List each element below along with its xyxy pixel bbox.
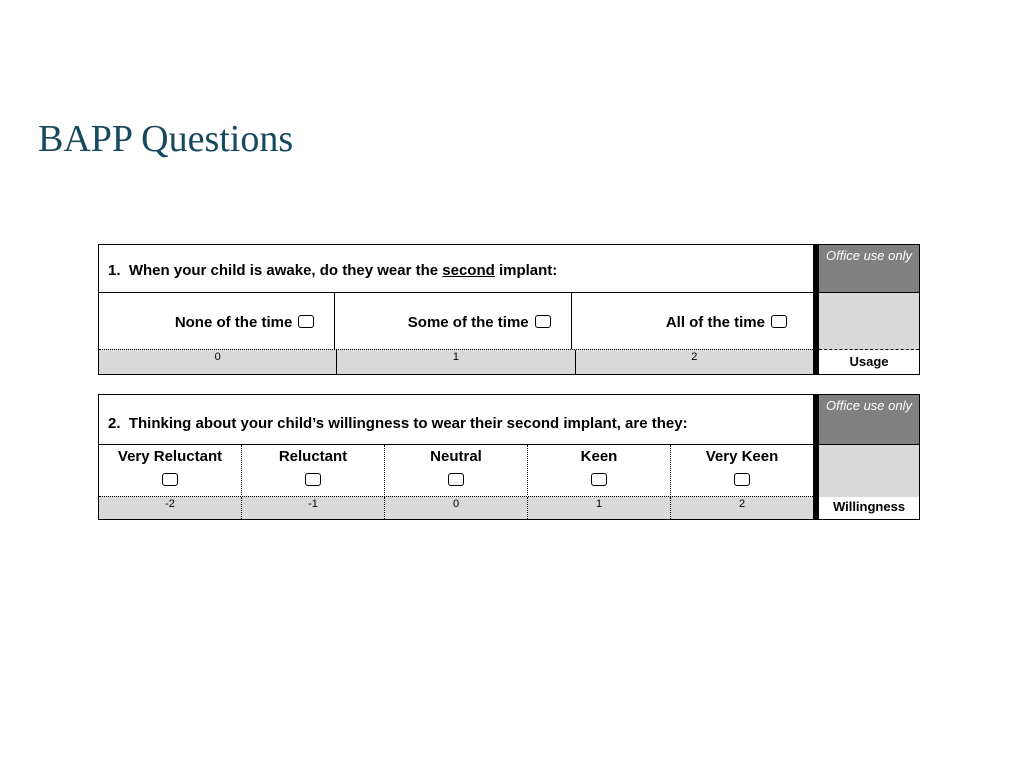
slide-title: BAPP Questions (38, 118, 294, 160)
checkbox-reluctant[interactable] (305, 473, 321, 486)
question-1-main (99, 245, 813, 374)
option-label: Neutral (430, 448, 482, 465)
question-2-main (99, 395, 813, 519)
question-2-text (99, 395, 813, 445)
question-1-office-column (813, 245, 919, 374)
score-value: 2 (738, 498, 746, 510)
option-label: Reluctant (278, 448, 348, 465)
question-1-text-underlined: second (442, 262, 495, 279)
option-neutral (385, 445, 528, 497)
checkbox-very-reluctant[interactable] (162, 473, 178, 486)
question-1-text-after: implant: (494, 262, 558, 279)
checkbox-none-of-the-time[interactable] (298, 315, 314, 328)
question-2-options (99, 445, 813, 497)
question-1-text (99, 245, 813, 293)
score-value: -1 (242, 497, 385, 519)
option-label: None of the time (174, 314, 293, 331)
score-value: 1 (528, 497, 671, 519)
office-use-label: Office use only (819, 395, 919, 445)
checkbox-some-of-the-time[interactable] (535, 315, 551, 328)
question-1-options (99, 293, 813, 349)
checkbox-very-keen[interactable] (734, 473, 750, 486)
option-label: Very Keen (705, 448, 779, 465)
score-value: 0 (99, 350, 337, 374)
question-2-number: 2. (108, 415, 121, 432)
option-label: All of the time (665, 314, 765, 331)
office-use-box (819, 445, 919, 498)
score-value: 2 (691, 351, 698, 363)
option-label: Some of the time (407, 314, 529, 331)
score-value: 1 (337, 350, 575, 374)
option-reluctant (242, 445, 385, 497)
office-code-willingness: Willingness (819, 497, 919, 519)
question-1-number: 1. (108, 262, 121, 279)
question-2-prompt: Thinking about your child’s willingness to wear their second implant, are they: (128, 415, 688, 432)
score-value: 0 (385, 497, 528, 519)
score-value: -2 (99, 497, 242, 519)
option-label: Very Reluctant (117, 448, 223, 465)
option-keen (528, 445, 671, 497)
office-use-box (819, 293, 919, 350)
option-all-of-the-time (572, 293, 813, 349)
question-1-text-before: When your child is awake, do they wear the (128, 262, 443, 279)
question-2-office-column (813, 395, 919, 519)
office-use-label: Office use only (819, 245, 919, 293)
option-very-reluctant (99, 445, 242, 497)
question-2-scores (99, 496, 813, 519)
checkbox-all-of-the-time[interactable] (771, 315, 787, 328)
checkbox-keen[interactable] (591, 473, 607, 486)
option-none-of-the-time (99, 293, 335, 349)
office-code-usage: Usage (819, 350, 919, 374)
question-2-block (98, 394, 920, 520)
question-1-block (98, 244, 920, 375)
option-label: Keen (580, 448, 618, 465)
question-1-scores (99, 349, 813, 374)
checkbox-neutral[interactable] (448, 473, 464, 486)
option-some-of-the-time (335, 293, 571, 349)
option-very-keen (671, 445, 813, 497)
